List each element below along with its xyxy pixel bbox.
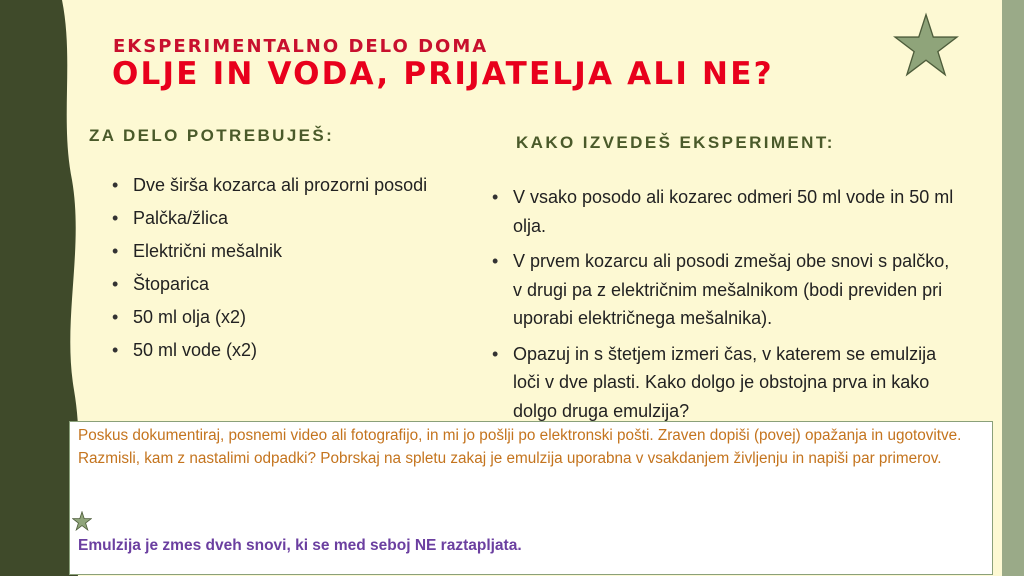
procedure-heading: KAKO IZVEDEŠ EKSPERIMENT: xyxy=(516,133,835,152)
star-icon xyxy=(72,511,92,531)
procedure-step: • V prvem kozarcu ali posodi zmešaj obe snovi s palčko, v drugi pa z električnim mešalnikom (bodi previden pri uporabi električnega mešalnika). xyxy=(492,247,962,333)
note-documentation: Poskus dokumentiraj, posnemi video ali fotografijo, in mi jo pošlji po elektronski pošti. Zraven dopiši (povej) opažanja in ugotovitve. xyxy=(78,427,962,444)
note-waste: Razmisli, kam z nastalimi odpadki? Pobrskaj na spletu zakaj je emulzija uporabna v vsakdanjem življenju in napiši par primerov. xyxy=(78,450,942,467)
materials-item: • Štoparica xyxy=(112,272,472,305)
procedure-list xyxy=(492,183,962,432)
materials-item: • Dve širša kozarca ali prozorni posodi xyxy=(112,173,472,206)
star-icon xyxy=(893,12,959,78)
procedure-step: • Opazuj in s štetjem izmeri čas, v katerem se emulzija loči v dve plasti. Kako dolgo je obstojna prva in kako dolgo druga emulzija? xyxy=(492,340,962,426)
materials-heading: ZA DELO POTREBUJEŠ: xyxy=(89,126,335,145)
left-decorative-band xyxy=(0,0,80,576)
materials-item: • Električni mešalnik xyxy=(112,239,472,272)
slide-subtitle: EKSPERIMENTALNO DELO DOMA xyxy=(113,36,489,57)
slide-title: OLJE IN VODA, PRIJATELJA ALI NE? xyxy=(112,56,774,92)
materials-item: • 50 ml olja (x2) xyxy=(112,305,472,338)
materials-item: • 50 ml vode (x2) xyxy=(112,338,472,371)
emulsion-definition: Emulzija je zmes dveh snovi, ki se med seboj NE raztapljata. xyxy=(78,537,522,554)
right-decorative-band xyxy=(1002,0,1024,576)
materials-item: • Palčka/žlica xyxy=(112,206,472,239)
procedure-step: • V vsako posodo ali kozarec odmeri 50 ml vode in 50 ml olja. xyxy=(492,183,962,240)
materials-list xyxy=(112,173,472,371)
